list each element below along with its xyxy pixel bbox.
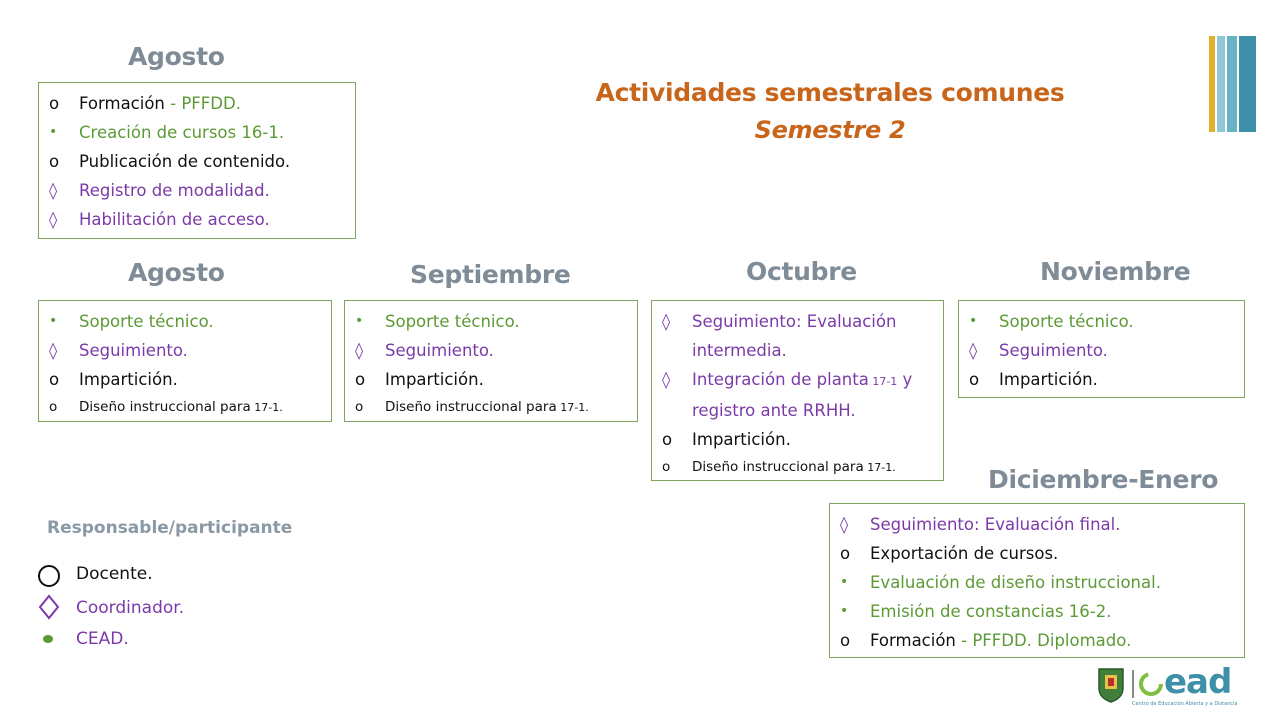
coordinador-marker: ◊ xyxy=(969,341,978,360)
box-diciembre-enero xyxy=(829,503,1245,658)
cead-marker: • xyxy=(840,603,849,619)
legend-heading: Responsable/participante xyxy=(47,518,293,538)
heading-agosto-top: Agosto xyxy=(128,42,225,71)
list-item: o Exportación de cursos. xyxy=(840,539,1236,568)
docente-marker: o xyxy=(662,430,673,449)
list-item: o Diseño instruccional para 17-1. xyxy=(662,454,935,481)
cead-marker: • xyxy=(969,313,978,329)
list-item: o Formación - PFFDD. xyxy=(49,89,347,118)
list-item: ◊ Habilitación de acceso. xyxy=(49,205,347,234)
docente-marker: o xyxy=(49,94,60,113)
heading-octubre: Octubre xyxy=(746,257,857,286)
heading-septiembre: Septiembre xyxy=(410,260,571,289)
docente-marker: o xyxy=(969,370,980,389)
list-item: • Creación de cursos 16-1. xyxy=(49,118,347,147)
dot-icon xyxy=(43,635,53,643)
box-septiembre xyxy=(344,300,638,422)
docente-marker: o xyxy=(355,370,366,389)
cead-c-icon xyxy=(1138,670,1164,698)
docente-marker: o xyxy=(49,399,58,415)
heading-diciembre-enero: Diciembre-Enero xyxy=(988,465,1219,494)
list-item: o Diseño instruccional para 17-1. xyxy=(355,394,629,421)
coordinador-marker: ◊ xyxy=(49,210,58,229)
logo-divider xyxy=(1132,670,1134,698)
university-shield-icon xyxy=(1096,666,1126,704)
coordinador-marker: ◊ xyxy=(662,312,671,331)
logo-brand-text: ead xyxy=(1164,662,1232,702)
coordinador-marker: ◊ xyxy=(840,515,849,534)
accent-bar-teal-2 xyxy=(1227,36,1237,132)
list-item: o Diseño instruccional para 17-1. xyxy=(49,394,323,421)
page-subtitle: Semestre 2 xyxy=(754,116,906,144)
coordinador-marker: ◊ xyxy=(355,341,364,360)
page-title: Actividades semestrales comunes xyxy=(595,78,1065,107)
list-item: o Impartición. xyxy=(49,365,323,394)
circle-icon xyxy=(38,565,60,587)
docente-marker: o xyxy=(49,152,60,171)
accent-bar-teal-1 xyxy=(1217,36,1225,132)
docente-marker: o xyxy=(49,370,60,389)
coordinador-marker: ◊ xyxy=(662,370,671,389)
list-item: ◊ Seguimiento: Evaluación intermedia. xyxy=(662,307,935,365)
list-item: • Soporte técnico. xyxy=(355,307,629,336)
cead-marker: • xyxy=(49,124,58,140)
list-item: ◊ Registro de modalidad. xyxy=(49,176,347,205)
list-item: • Soporte técnico. xyxy=(49,307,323,336)
list-item: • Soporte técnico. xyxy=(969,307,1236,336)
docente-marker: o xyxy=(355,399,364,415)
list-item: o Impartición. xyxy=(355,365,629,394)
docente-marker: o xyxy=(840,544,851,563)
cead-marker: • xyxy=(49,313,58,329)
diamond-icon xyxy=(38,594,60,620)
coordinador-marker: ◊ xyxy=(49,181,58,200)
list-item: ◊ Integración de planta 17-1 y registro ante RRHH. xyxy=(662,365,935,425)
coordinador-marker: ◊ xyxy=(49,341,58,360)
heading-noviembre: Noviembre xyxy=(1040,257,1191,286)
logo-tagline: Centro de Educación Abierta y a Distancia xyxy=(1132,701,1238,707)
list-item: ◊ Seguimiento: Evaluación final. xyxy=(840,510,1236,539)
box-agosto-top xyxy=(38,82,356,239)
box-octubre xyxy=(651,300,944,481)
list-item: ◊ Seguimiento. xyxy=(355,336,629,365)
cead-marker: • xyxy=(355,313,364,329)
list-item: o Impartición. xyxy=(662,425,935,454)
heading-agosto: Agosto xyxy=(128,258,225,287)
list-item: • Evaluación de diseño instruccional. xyxy=(840,568,1236,597)
list-item: ◊ Seguimiento. xyxy=(969,336,1236,365)
list-item: • Emisión de constancias 16-2. xyxy=(840,597,1236,626)
box-agosto xyxy=(38,300,332,422)
docente-marker: o xyxy=(662,459,671,475)
box-noviembre xyxy=(958,300,1245,398)
list-item: o Impartición. xyxy=(969,365,1236,394)
list-item: o Publicación de contenido. xyxy=(49,147,347,176)
logo xyxy=(1096,660,1252,710)
accent-bar-gold xyxy=(1209,36,1215,132)
list-item: o Formación - PFFDD. Diplomado. xyxy=(840,626,1236,655)
cead-marker: • xyxy=(840,574,849,590)
accent-bar-teal-3 xyxy=(1239,36,1256,132)
list-item: ◊ Seguimiento. xyxy=(49,336,323,365)
docente-marker: o xyxy=(840,631,851,650)
